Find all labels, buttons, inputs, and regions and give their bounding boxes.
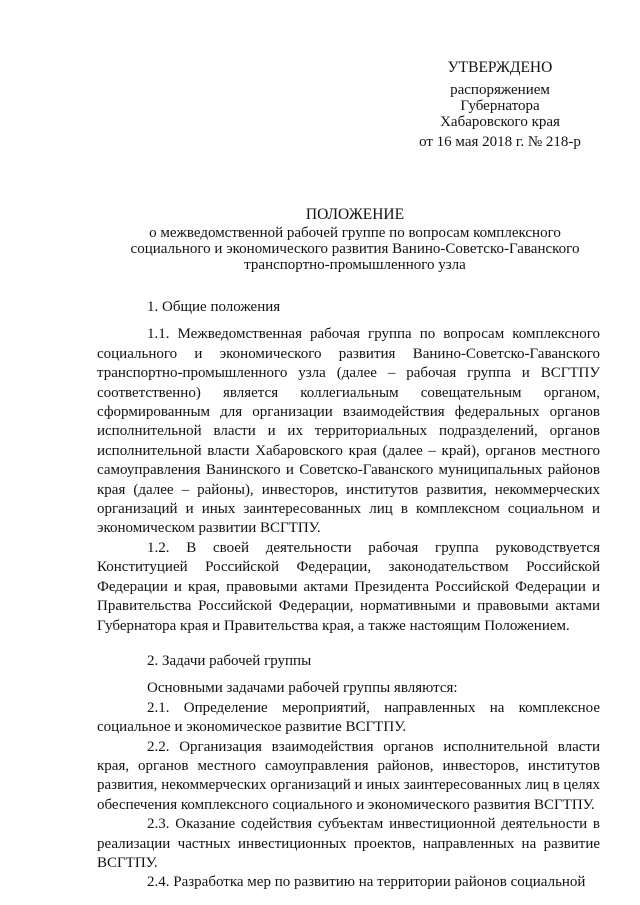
paragraph-2-intro: Основными задачами рабочей группы являются:	[147, 680, 458, 697]
document-body	[97, 298, 600, 893]
approval-block	[400, 60, 600, 150]
document-heading	[110, 207, 600, 273]
section-2-title: 2. Задачи рабочей группы	[147, 652, 312, 669]
approval-line-governor: Губернатора	[460, 98, 540, 114]
document-subtitle: о межведомственной рабочей группе по вопросам комплексного социального и экономического развития Ванино-Советско-Гаванского транспортно-промышленного узла	[130, 225, 580, 273]
paragraph-2-2: 2.2. Организация взаимодействия органов исполнительной власти края, органов местного самоуправления районов, инвесторов, институтов развития, некоммерческих организаций и иных заинтересованных лиц в целях обеспечения комплексного социального и экономического развития ВСГТПУ.	[97, 738, 600, 813]
approval-line-order: распоряжением	[450, 82, 550, 98]
document-title: ПОЛОЖЕНИЕ	[305, 206, 405, 223]
paragraph-2-4: 2.4. Разработка мер по развитию на территории районов социальной	[147, 874, 586, 891]
paragraph-2-1: 2.1. Определение мероприятий, направленных на комплексное социальное и экономическое развитие ВСГТПУ.	[97, 699, 600, 736]
paragraph-1-1: 1.1. Межведомственная рабочая группа по вопросам комплексного социального и экономического развития Ванино-Советско-Гаванского транспортно-промышленного узла (далее – рабочая группа и ВСГТПУ соответственно) является коллегиальным совещательным органом, сформированным для организации взаимодействия федеральных органов исполнительной власти и их территориальных подразделений, органов исполнительной власти Хабаровского края (далее – край), органов местного самоуправления Ванинского и Советско-Гаванского муниципальных районов края (далее – районы), инвесторов, институтов развития, некоммерческих организаций и иных заинтересованных лиц в комплексном социальном и экономическом развитии ВСГТПУ.	[97, 326, 600, 537]
approval-date: от 16 мая 2018 г. № 218-р	[419, 134, 581, 150]
approval-line-region: Хабаровского края	[440, 114, 560, 130]
approval-title: УТВЕРЖДЕНО	[447, 59, 553, 76]
paragraph-2-3: 2.3. Оказание содействия субъектам инвестиционной деятельности в реализации частных инвестиционных проектов, направленных на развитие ВСГТПУ.	[97, 816, 600, 871]
section-1-title: 1. Общие положения	[147, 299, 281, 315]
paragraph-1-2: 1.2. В своей деятельности рабочая группа руководствуется Конституцией Российской Федерации, законодательством Российской Федерации и края, правовыми актами Президента Российской Федерации и Правительства Российской Федерации, нормативными и правовыми актами Губернатора края и Правительства края, а также настоящим Положением.	[97, 539, 600, 634]
